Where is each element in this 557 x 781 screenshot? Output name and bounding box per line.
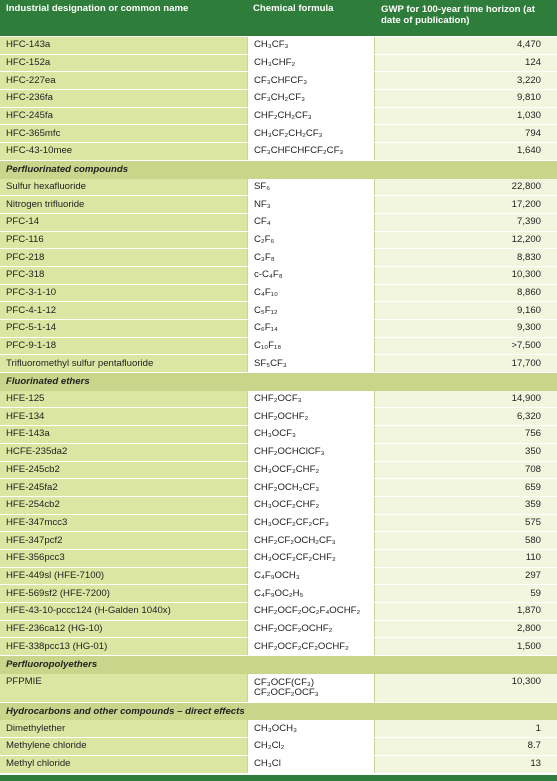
chemical-formula: CF₄ [247,214,375,231]
compound-name: HFE-134 [0,408,247,425]
compound-name: HCFE-235da2 [0,444,247,461]
table-row [0,479,557,497]
table-row [0,603,557,621]
compound-name: HFC-236fa [0,90,247,107]
compound-name: HFE-236ca12 (HG-10) [0,621,247,638]
chemical-formula: C₄F₁₀ [247,285,375,302]
chemical-formula: CHF₂OCHF₂ [247,408,375,425]
chemical-formula: CH₃Cl [247,756,375,773]
chemical-formula: CH₂Cl₂ [247,738,375,755]
gwp-value: 8.7 [375,738,557,755]
chemical-formula: SF₅CF₃ [247,355,375,372]
chemical-formula: CHF₂CF₂OCH₂CF₃ [247,532,375,549]
gwp-value: 10,300 [375,674,557,702]
table-row [0,550,557,568]
compound-name: HFE-356pcc3 [0,550,247,567]
gwp-value: 756 [375,426,557,443]
table-row [0,738,557,756]
chemical-formula: C₃F₈ [247,249,375,266]
chemical-formula: CHF₂OCF₃ [247,391,375,408]
chemical-formula: CHF₂OCHClCF₃ [247,444,375,461]
compound-name: HFE-254cb2 [0,497,247,514]
gwp-value: 8,860 [375,285,557,302]
compound-name: HFC-152a [0,55,247,72]
compound-name: HFE-569sf2 (HFE-7200) [0,585,247,602]
compound-name: PFC-3-1-10 [0,285,247,302]
gwp-value: 9,810 [375,90,557,107]
gwp-value: 575 [375,515,557,532]
chemical-formula: C₁₀F₁₈ [247,338,375,355]
compound-name: PFC-4-1-12 [0,302,247,319]
table-row [0,196,557,214]
gwp-value: 794 [375,125,557,142]
table-row [0,125,557,143]
chemical-formula: CH₃OCF₃ [247,426,375,443]
chemical-formula: CF₃CHFCHFCF₂CF₃ [247,143,375,160]
table-row [0,249,557,267]
compound-name: PFC-9-1-18 [0,338,247,355]
header-formula: Chemical formula [253,3,334,14]
gwp-value: 359 [375,497,557,514]
compound-name: Dimethylether [0,720,247,737]
table-row [0,426,557,444]
gwp-value: 580 [375,532,557,549]
section-label: Perfluorinated compounds [6,164,129,176]
chemical-formula: CH₃CF₂CH₂CF₃ [247,125,375,142]
gwp-value: 110 [375,550,557,567]
chemical-formula: CF₃CH₂CF₃ [247,90,375,107]
gwp-value: 9,300 [375,320,557,337]
table-row [0,621,557,639]
chemical-formula: CHF₂OCF₂OC₂F₄OCHF₂ [247,603,375,620]
table-row [0,214,557,232]
gwp-value: 59 [375,585,557,602]
header-gwp: GWP for 100-year time horizon (at date of publication) [381,4,535,27]
chemical-formula: C₅F₁₂ [247,302,375,319]
chemical-formula: CH₃CHF₂ [247,55,375,72]
chemical-formula: CH₃OCH₃ [247,720,375,737]
chemical-formula: CH₃OCF₂CHF₂ [247,462,375,479]
gwp-value: 4,470 [375,37,557,54]
chemical-formula: C₆F₁₄ [247,320,375,337]
gwp-value: 297 [375,568,557,585]
gwp-value: 1 [375,720,557,737]
chemical-formula: CHF₂OCH₂CF₃ [247,479,375,496]
gwp-value: 1,030 [375,108,557,125]
compound-name: Methyl chloride [0,756,247,773]
chemical-formula: CH₃OCF₂CF₂CHF₂ [247,550,375,567]
formula-line-2: CF₂OCF₂OCF₃ [254,686,319,698]
table-row [0,55,557,73]
gwp-value: 350 [375,444,557,461]
compound-name: PFPMIE [0,674,247,702]
compound-name: HFE-347mcc3 [0,515,247,532]
chemical-formula: SF₆ [247,179,375,196]
chemical-formula: C₂F₆ [247,232,375,249]
compound-name: HFE-245cb2 [0,462,247,479]
section-label: Perfluoropolyethers [6,659,98,671]
table-row [0,444,557,462]
gwp-value: 17,700 [375,355,557,372]
table-row [0,756,557,774]
gwp-value: 1,640 [375,143,557,160]
gwp-value: 1,500 [375,638,557,655]
table-row [0,143,557,161]
compound-name: PFC-5-1-14 [0,320,247,337]
section-label: Hydrocarbons and other compounds – direct effects [6,706,245,718]
compound-name: HFE-43-10-pccc124 (H-Galden 1040x) [0,603,247,620]
table-row [0,355,557,373]
compound-name: HFC-365mfc [0,125,247,142]
table-row [0,285,557,303]
gwp-value: 1,870 [375,603,557,620]
section-label: Fluorinated ethers [6,376,90,388]
compound-name: HFC-43-10mee [0,143,247,160]
chemical-formula: C₄F₉OC₂H₅ [247,585,375,602]
chemical-formula: CHF₂OCF₂CF₂OCHF₂ [247,638,375,655]
table-row [0,720,557,738]
compound-name: HFE-338pcc13 (HG-01) [0,638,247,655]
bottom-bar [0,775,557,781]
table-row [0,232,557,250]
compound-name: PFC-318 [0,267,247,284]
table-row [0,532,557,550]
chemical-formula: CHF₂OCF₂OCHF₂ [247,621,375,638]
gwp-value: 708 [375,462,557,479]
gwp-value: 13 [375,756,557,773]
chemical-formula: c-C₄F₈ [247,267,375,284]
chemical-formula: CHF₂CH₂CF₃ [247,108,375,125]
gwp-value: 659 [375,479,557,496]
compound-name: Trifluoromethyl sulfur pentafluoride [0,355,247,372]
table-row [0,320,557,338]
compound-name: HFC-245fa [0,108,247,125]
table-row [0,515,557,533]
chemical-formula: CH₃OCF₂CF₂CF₃ [247,515,375,532]
table-row [0,674,557,703]
compound-name: HFE-125 [0,391,247,408]
gwp-value: 124 [375,55,557,72]
gwp-value: >7,500 [375,338,557,355]
compound-name: Nitrogen trifluoride [0,196,247,213]
gwp-value: 2,800 [375,621,557,638]
chemical-formula: CF₃CHFCF₃ [247,72,375,89]
gwp-value: 10,300 [375,267,557,284]
table-row [0,179,557,197]
gwp-value: 12,200 [375,232,557,249]
chemical-formula [247,674,375,702]
gwp-value: 9,160 [375,302,557,319]
gwp-value: 7,390 [375,214,557,231]
compound-name: HFE-449sl (HFE-7100) [0,568,247,585]
compound-name: PFC-14 [0,214,247,231]
chemical-formula: NF₃ [247,196,375,213]
gwp-value: 14,900 [375,391,557,408]
gwp-value: 22,800 [375,179,557,196]
table-row [0,391,557,409]
compound-name: Methylene chloride [0,738,247,755]
table-row [0,302,557,320]
table-row [0,568,557,586]
table-row [0,497,557,515]
chemical-formula: CH₃CF₃ [247,37,375,54]
table-header [0,0,557,37]
gwp-value: 17,200 [375,196,557,213]
table-row [0,37,557,55]
section-header [0,161,557,179]
section-header [0,373,557,391]
compound-name: PFC-116 [0,232,247,249]
formula-line-1: CF₃OCF(CF₃) [254,676,315,688]
table-row [0,90,557,108]
table-row [0,408,557,426]
table-row [0,108,557,126]
table-row [0,462,557,480]
gwp-value: 8,830 [375,249,557,266]
table-row [0,338,557,356]
compound-name: HFC-143a [0,37,247,54]
header-name: Industrial designation or common name [6,3,189,14]
compound-name: HFE-347pcf2 [0,532,247,549]
table-row [0,72,557,90]
compound-name: HFE-245fa2 [0,479,247,496]
compound-name: Sulfur hexafluoride [0,179,247,196]
compound-name: HFC-227ea [0,72,247,89]
compound-name: HFE-143a [0,426,247,443]
compound-name: PFC-218 [0,249,247,266]
table-body [0,37,557,774]
gwp-value: 3,220 [375,72,557,89]
table-row [0,585,557,603]
table-row [0,638,557,656]
table-row [0,267,557,285]
gwp-value: 6,320 [375,408,557,425]
chemical-formula: CH₃OCF₂CHF₂ [247,497,375,514]
chemical-formula: C₄F₉OCH₃ [247,568,375,585]
section-header [0,656,557,674]
section-header [0,703,557,721]
